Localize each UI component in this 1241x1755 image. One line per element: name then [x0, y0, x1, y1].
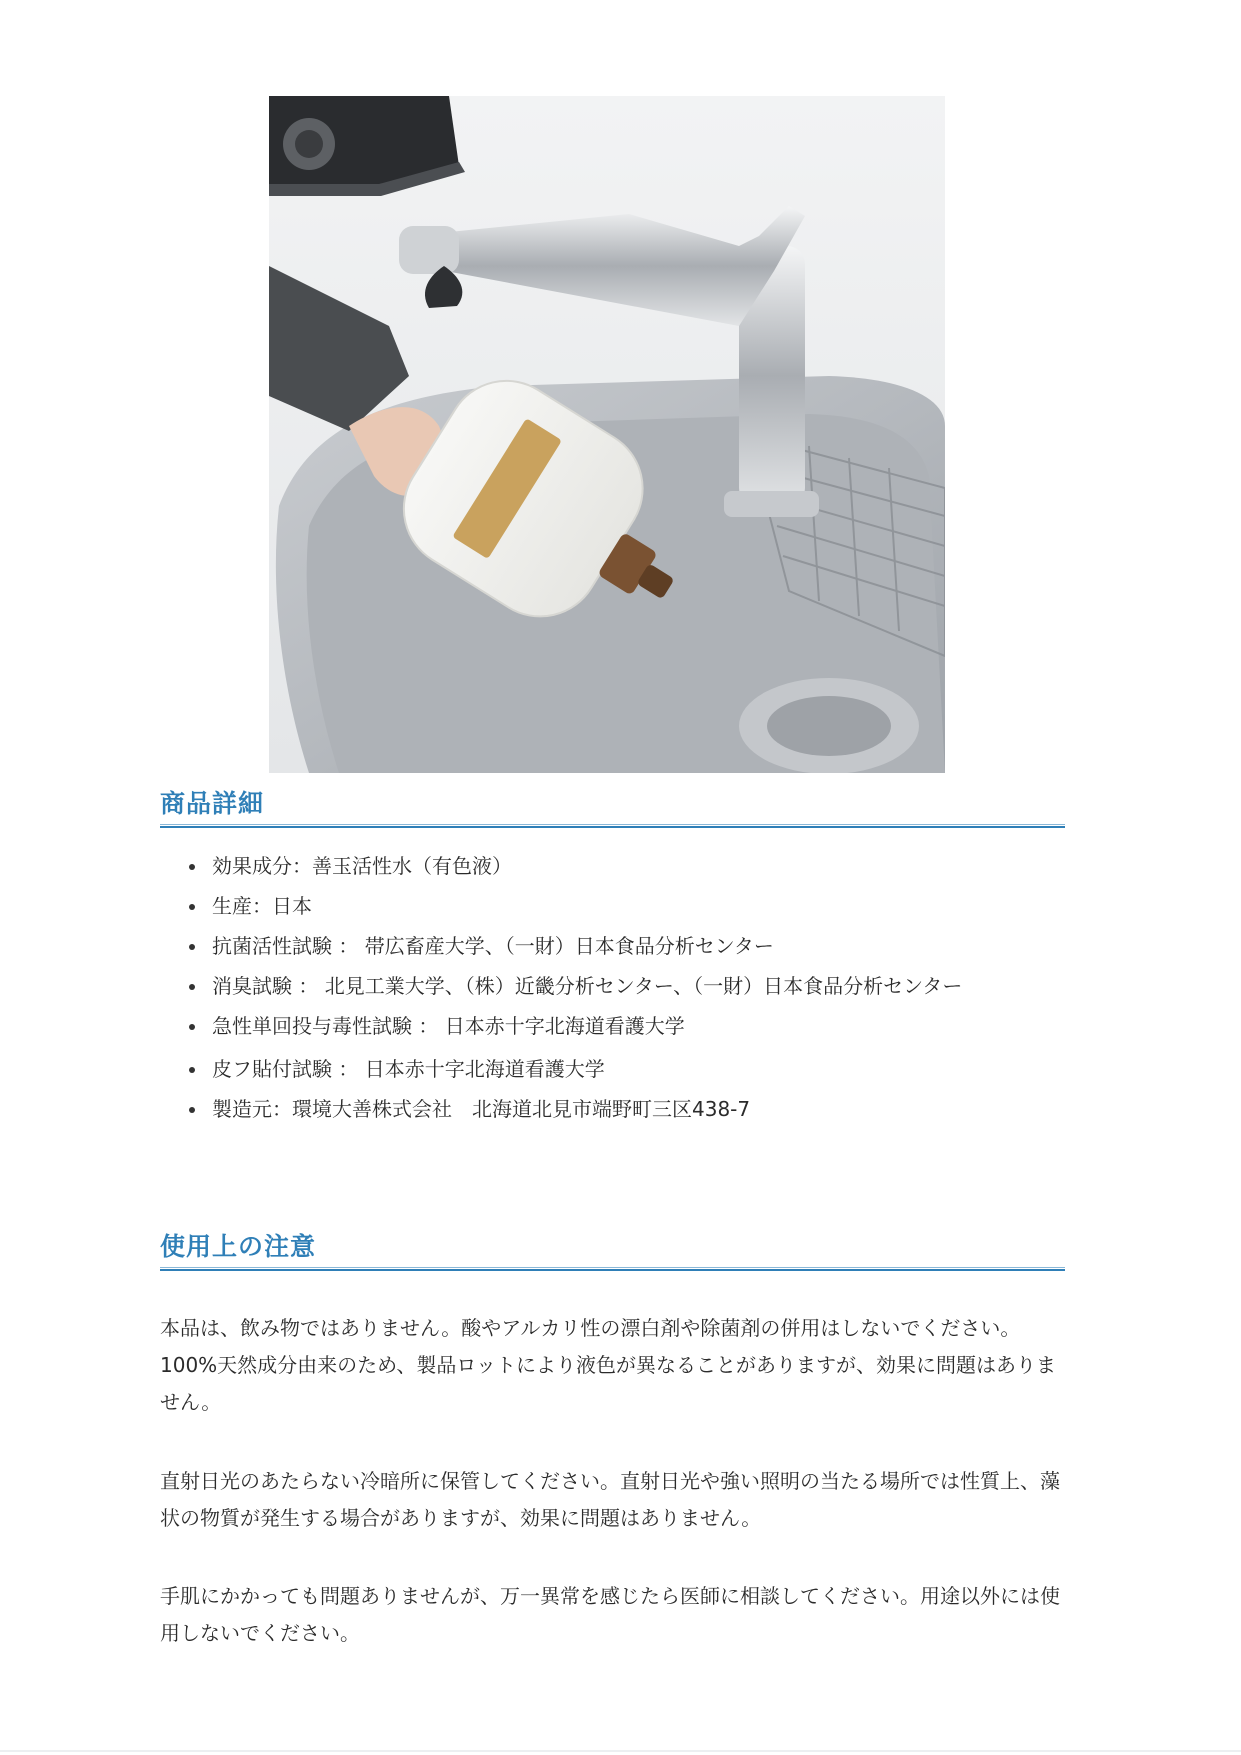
caution-paragraph: 直射日光のあたらない冷暗所に保管してください。直射日光や強い照明の当たる場所では性質上、藻状の物質が発生する場合がありますが、効果に問題はありません。	[160, 1469, 1060, 1530]
list-item: 皮フ貼付試験 ： 日本赤十字北海道看護大学	[185, 1053, 1065, 1086]
product-details-list	[185, 850, 1065, 1133]
heading-rule	[160, 824, 1065, 825]
kitchen-sink-illustration	[269, 96, 945, 773]
caution-paragraph: 手肌にかかっても問題ありませんが、万一異常を感じたら医師に相談してください。用途以外には使用しないでください。	[160, 1584, 1060, 1645]
list-item: 急性単回投与毒性試験 ： 日本赤十字北海道看護大学	[185, 1010, 1065, 1043]
heading-rule-accent	[160, 1269, 1065, 1271]
cautions-heading-text: 使用上の注意	[160, 1232, 317, 1261]
list-item: 生産：日本	[185, 890, 1065, 923]
details-heading-text: 商品詳細	[160, 789, 265, 818]
list-item: 製造元：環境大善株式会社 北海道北見市端野町三区438-7	[185, 1093, 1065, 1126]
list-item: 効果成分：善玉活性水（有色液）	[185, 850, 1065, 883]
page-bottom-rule	[0, 1750, 1241, 1752]
list-item: 消臭試験 ： 北見工業大学、（株）近畿分析センター、（一財）日本食品分析センター	[185, 970, 1065, 1003]
heading-rule-accent	[160, 826, 1065, 828]
caution-paragraph: 本品は、飲み物ではありません。酸やアルカリ性の漂白剤や除菌剤の併用はしないでください。100%天然成分由来のため、製品ロットにより液色が異なることがありますが、効果に問題はありません。	[160, 1316, 1056, 1414]
product-photo	[269, 96, 945, 773]
list-item: 抗菌活性試験 ： 帯広畜産大学、（一財）日本食品分析センター	[185, 930, 1065, 963]
heading-rule	[160, 1267, 1065, 1268]
section-heading-details	[160, 786, 1065, 828]
section-heading-cautions	[160, 1229, 1065, 1271]
